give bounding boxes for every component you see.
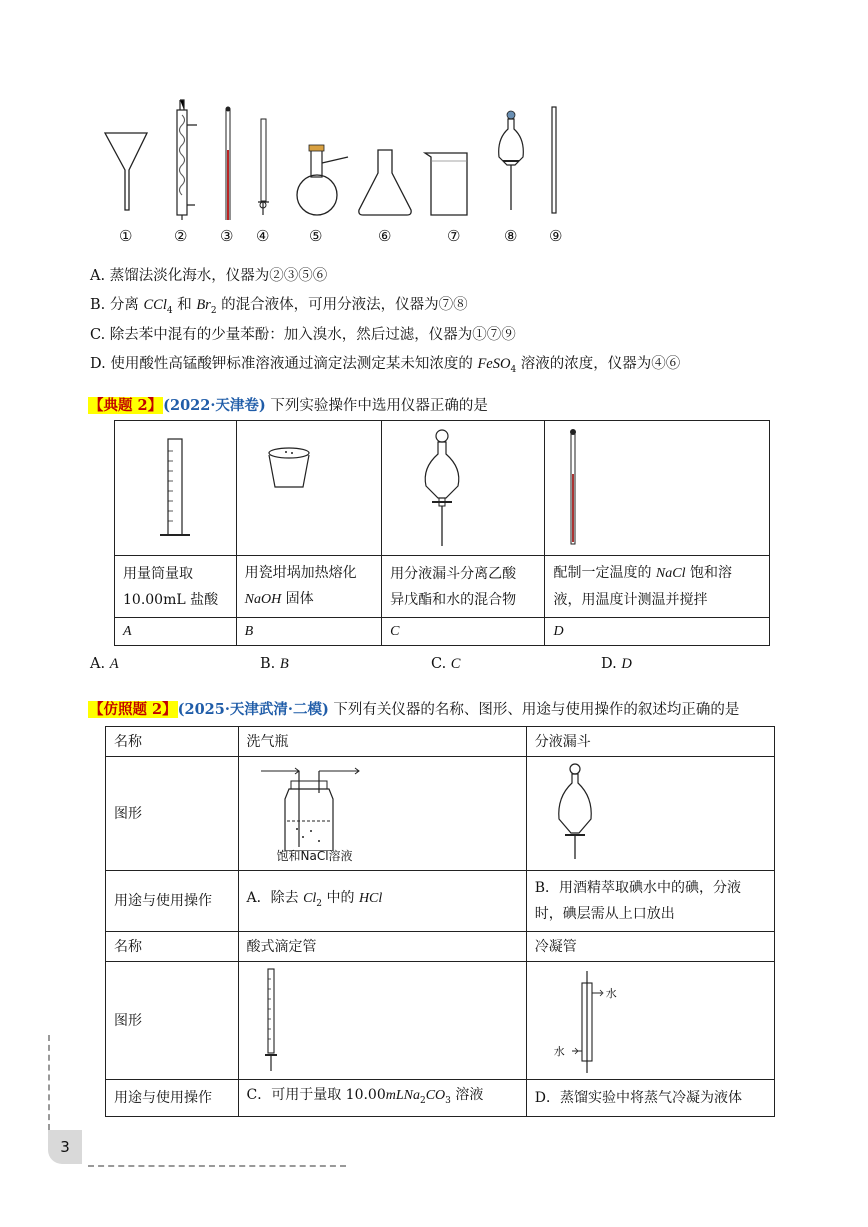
instrument-figures bbox=[95, 95, 585, 220]
beaker-figure bbox=[425, 153, 467, 215]
q3-name-header: 名称 bbox=[114, 733, 142, 750]
q3-name-2: 分液漏斗 bbox=[534, 733, 591, 750]
thermometer-cell bbox=[545, 421, 770, 556]
condenser-figure bbox=[177, 100, 197, 220]
acid-burette-icon bbox=[259, 963, 289, 1075]
water-in-label: 水 bbox=[553, 1044, 565, 1058]
q3-name-1: 洗气瓶 bbox=[246, 733, 289, 750]
burette-cell bbox=[238, 962, 526, 1080]
conical-flask-figure bbox=[359, 150, 411, 215]
q3-use-b: B．用酒精萃取碘水中的碘，分液 时，碘层需从上口放出 bbox=[526, 871, 774, 932]
q2-key-b: B bbox=[236, 618, 381, 646]
q2-answer-a: A. A bbox=[90, 656, 119, 672]
instrument-label: ⑥ bbox=[378, 227, 392, 245]
q3-use-a: A．除去 $Cl_2$ 中的 HCl bbox=[238, 871, 526, 932]
separatory-funnel-figure bbox=[499, 111, 524, 210]
wash-bottle-cell bbox=[238, 757, 526, 871]
q2-stem: 【典题 2】(2022·天津卷) 下列实验操作中选用仪器正确的是 bbox=[89, 397, 488, 414]
q2-answer-b: B. B bbox=[260, 656, 289, 672]
thermometer-figure bbox=[226, 107, 231, 221]
option-c: C. 除去苯中混有的少量苯酚：加入溴水，然后过滤，仪器为①⑦⑨ bbox=[90, 327, 516, 343]
option-a: A. 蒸馏法淡化海水，仪器为②③⑤⑥ bbox=[90, 268, 328, 284]
q2-desc-d: 配制一定温度的 NaCl 饱和溶 液，用温度计测温并搅拌 bbox=[545, 556, 770, 618]
sep-funnel-cell-2 bbox=[526, 757, 774, 871]
q3-shape-header-2: 图形 bbox=[114, 1012, 142, 1029]
q3-use-header: 用途与使用操作 bbox=[114, 893, 212, 909]
q2-answer-c: C. C bbox=[431, 656, 461, 672]
instrument-label: ③ bbox=[220, 227, 234, 245]
q3-name-4: 冷凝管 bbox=[534, 938, 577, 955]
instrument-label: ⑨ bbox=[549, 227, 563, 245]
footer-dash-line bbox=[88, 1165, 346, 1167]
page-number: 3 bbox=[48, 1130, 82, 1164]
wash-bottle-caption: 饱和NaCl溶液 bbox=[276, 848, 353, 863]
q2-key-c: C bbox=[382, 618, 545, 646]
q2-desc-b: 用瓷坩埚加热熔化 NaOH 固体 bbox=[236, 556, 381, 618]
cylinder-cell bbox=[115, 421, 237, 556]
margin-dash-vertical bbox=[48, 1035, 50, 1130]
gas-wash-bottle-icon bbox=[259, 759, 369, 851]
sep-funnel-cell bbox=[382, 421, 545, 556]
q3-shape-header: 图形 bbox=[114, 805, 142, 822]
instrument-label: ⑧ bbox=[504, 227, 518, 245]
thermometer-icon bbox=[563, 424, 593, 549]
glass-rod-figure bbox=[552, 107, 556, 213]
measuring-cylinder-icon bbox=[155, 431, 195, 541]
condenser-cell bbox=[526, 962, 774, 1080]
instrument-label: ⑤ bbox=[309, 227, 323, 245]
condenser-icon bbox=[542, 965, 622, 1077]
q2-key-a: A bbox=[115, 618, 237, 646]
q3-use-header-2: 用途与使用操作 bbox=[114, 1089, 212, 1106]
separatory-funnel-icon bbox=[412, 424, 472, 549]
q2-table bbox=[114, 420, 770, 646]
instrument-label: ① bbox=[119, 227, 133, 245]
water-out-label: 水 bbox=[605, 986, 617, 1000]
crucible-icon bbox=[259, 439, 319, 509]
q2-key-d: D bbox=[545, 618, 770, 646]
q3-name-header-2: 名称 bbox=[114, 938, 142, 955]
burette-figure bbox=[258, 119, 269, 215]
funnel-figure bbox=[105, 133, 147, 210]
q3-table bbox=[105, 726, 775, 1117]
q2-answer-d: D. D bbox=[601, 656, 632, 672]
q2-desc-a: 用量筒量取 10.00mL 盐酸 bbox=[115, 556, 237, 618]
instrument-label: ⑦ bbox=[447, 227, 461, 245]
q2-desc-c: 用分液漏斗分离乙酸 异戊酯和水的混合物 bbox=[382, 556, 545, 618]
q3-name-3: 酸式滴定管 bbox=[246, 938, 317, 955]
instrument-label: ④ bbox=[256, 227, 270, 245]
separatory-funnel-icon bbox=[547, 759, 607, 864]
option-b: B. 分离 CCl$_4$ 和 $Br_2$ 的混合液体，可用分液法，仪器为⑦⑧ bbox=[90, 297, 468, 316]
q3-use-d: D．蒸馏实验中将蒸气冷凝为液体 bbox=[526, 1080, 774, 1117]
q3-use-c: C．可用于量取 $10.00mLNa_2CO_3$ 溶液 bbox=[238, 1080, 526, 1117]
instrument-label: ② bbox=[174, 227, 188, 245]
crucible-cell bbox=[236, 421, 381, 556]
distilling-flask-figure bbox=[297, 145, 348, 215]
q3-stem: 【仿照题 2】(2025·天津武清·二模) 下列有关仪器的名称、图形、用途与使用操作的叙述均正确的是 bbox=[89, 701, 740, 718]
option-d: D. 使用酸性高锰酸钾标准溶液通过滴定法测定某未知浓度的 FeSO$_4$ 溶液的浓度，仪器为④⑥ bbox=[90, 356, 681, 375]
